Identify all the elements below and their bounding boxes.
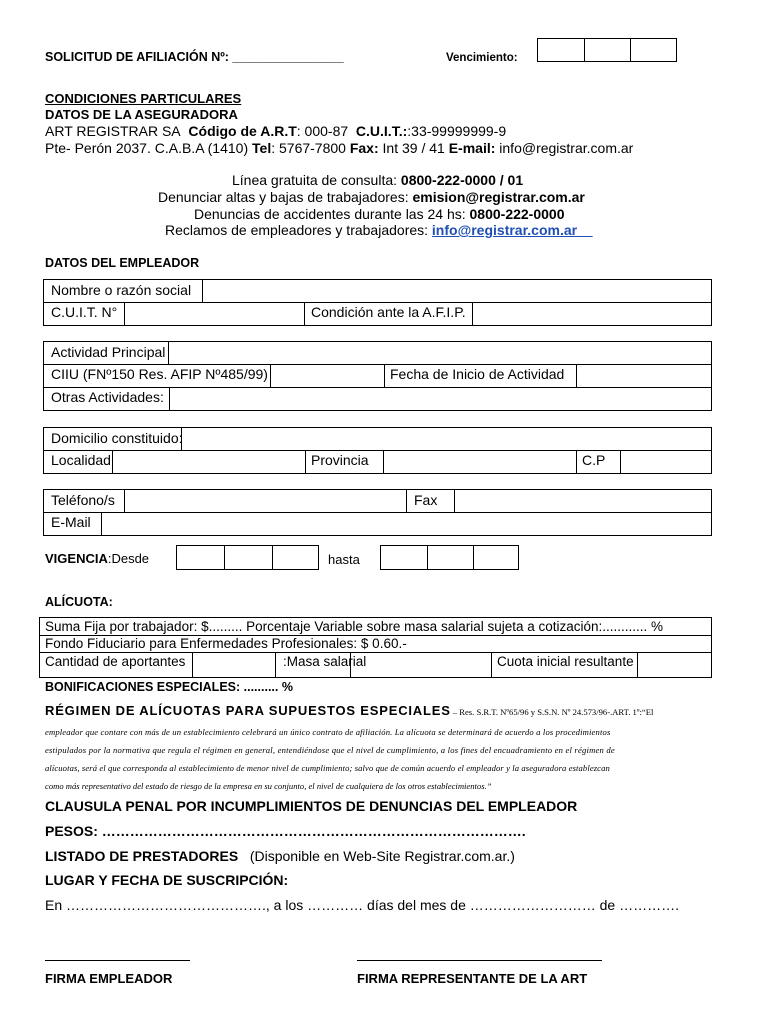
nombre-field[interactable] (204, 280, 709, 302)
telefono-field[interactable] (126, 490, 404, 512)
clausula-title: CLAUSULA PENAL POR INCUMPLIMIENTOS DE DENUNCIAS DEL EMPLEADOR (45, 798, 578, 814)
contact-line4 (165, 222, 593, 238)
cuit-art-label: C.U.I.T.: (355, 123, 408, 139)
regimen-text-line3: alícuotas, será el que corresponda al establecimiento de menor nivel de cumplimiento; salvo que de común acuerdo el empleador y la aseguradora establezcan (45, 763, 610, 773)
vigencia-hasta-boxes[interactable] (380, 545, 519, 570)
vigencia-desde-label: :Desde (107, 551, 150, 566)
provincia-field[interactable] (385, 451, 574, 473)
alicuota-row1: Suma Fija por trabajador: $......... Porcentaje Variable sobre masa salarial sujeta a cotización:............ % (45, 619, 664, 634)
actividad-field[interactable] (170, 342, 710, 364)
contact-line2-text: Denunciar altas y bajas de trabajadores: (158, 189, 413, 205)
condicion-afip-label: Condición ante la A.F.I.P. (311, 304, 466, 320)
masa-salarial-label: :Masa salarial (283, 654, 367, 669)
telefono-label: Teléfono/s (51, 492, 115, 508)
cuit-label: C.U.I.T. N° (51, 304, 118, 320)
vigencia-hasta-label: hasta (328, 552, 360, 567)
contact-line3-text: Denuncias de accidentes durante las 24 hs: (194, 206, 470, 222)
ciiu-label: CIIU (FNº150 Res. AFIP Nº485/99) (51, 366, 268, 382)
empleador-table-1 (43, 279, 712, 326)
en-line: En ……………………………………., a los ………… días del mes de ……………………… de …………. (45, 897, 679, 913)
empleador-table-2 (43, 341, 712, 411)
vigencia-row (45, 551, 149, 566)
contact-line1-value: 0800-222-0000 / 01 (400, 172, 524, 188)
regimen-text-line4: como más representativo del estado de riesgo de la empresa en su conjunto, el nivel de cualquiera de los otros establecimientos.” (45, 781, 492, 791)
actividad-label: Actividad Principal (51, 344, 166, 360)
cuit-art-value: :33-99999999-9 (407, 123, 507, 139)
ciiu-field[interactable] (272, 365, 382, 387)
firma-art-line[interactable] (357, 960, 602, 961)
cuota-inicial-label: Cuota inicial resultante (497, 654, 634, 669)
regimen-text-line1: empleador que contare con más de un establecimiento celebrará un único contrato de afiliación. La alícuota se determinará de acuerdo a los procedimientos (45, 727, 611, 737)
aseguradora-line2 (45, 140, 633, 156)
solicitud-label: SOLICITUD DE AFILIACIÓN Nº: ________________ (45, 50, 344, 64)
empleador-title: DATOS DEL EMPLEADOR (45, 256, 200, 270)
regimen-title: RÉGIMEN DE ALÍCUOTAS PARA SUPUESTOS ESPECIALES (45, 703, 451, 718)
cantidad-aportantes-label: Cantidad de aportantes (45, 654, 186, 669)
contact-line4-text: Reclamos de empleadores y trabajadores: (165, 222, 432, 238)
tel-label: Tel (252, 140, 272, 156)
listado-prestadores (45, 848, 515, 864)
regimen-heading (45, 702, 653, 720)
fax-value: Int 39 / 41 (378, 140, 445, 156)
condiciones-title: CONDICIONES PARTICULARES (45, 91, 242, 106)
email-label: E-mail: (448, 140, 496, 156)
masa-salarial-field[interactable] (352, 653, 490, 676)
codigo-art-value: : 000-87 (296, 123, 349, 139)
fecha-inicio-field[interactable] (578, 365, 710, 387)
art-name: ART REGISTRAR SA (45, 123, 181, 139)
tel-value: : 5767-7800 (271, 140, 346, 156)
listado-note: (Disponible en Web-Site Registrar.com.ar.) (249, 848, 515, 864)
domicilio-label: Domicilio constituido: (51, 430, 183, 446)
codigo-art-label: Código de A.R.T (188, 123, 297, 139)
fecha-inicio-label: Fecha de Inicio de Actividad (390, 366, 565, 382)
contact-line1 (232, 172, 523, 188)
localidad-label: Localidad (51, 452, 111, 468)
info-email-link[interactable]: info@registrar.com.ar (431, 222, 578, 238)
fax-label: Fax: (349, 140, 379, 156)
pesos-line: PESOS: ………………………………………………………………………………. (45, 823, 526, 839)
empleador-table-4 (43, 489, 712, 536)
regimen-text-line2: estipulados por la normativa que regula el régimen en general, entendiéndose que el nivel de cumplimiento, a los fines del encuadramiento en el régimen de (45, 745, 615, 755)
empleador-table-3 (43, 427, 712, 474)
vigencia-label: VIGENCIA (45, 551, 108, 566)
cantidad-aportantes-field[interactable] (194, 653, 274, 676)
alicuota-table (39, 617, 712, 678)
nombre-label: Nombre o razón social (51, 282, 192, 298)
condicion-afip-field[interactable] (474, 303, 710, 325)
emision-email-link[interactable]: emision@registrar.com.ar (412, 189, 585, 205)
cp-field[interactable] (622, 451, 710, 473)
alicuota-row2: Fondo Fiduciario para Enfermedades Profesionales: $ 0.60.- (45, 636, 407, 651)
cp-label: C.P (582, 452, 606, 468)
firma-empleador-line[interactable] (45, 960, 190, 961)
fax-field[interactable] (456, 490, 710, 512)
contact-line3-value: 0800-222-0000 (469, 206, 565, 222)
cuit-field[interactable] (126, 303, 302, 325)
vigencia-desde-boxes[interactable] (176, 545, 319, 570)
contact-line1-text: Línea gratuita de consulta: (232, 172, 401, 188)
email-value: info@registrar.com.ar (495, 140, 634, 156)
otras-actividades-label: Otras Actividades: (51, 389, 164, 405)
domicilio-field[interactable] (183, 428, 710, 450)
vencimiento-date-boxes[interactable] (537, 38, 677, 62)
art-address: Pte- Perón 2037. C.A.B.A (1410) (45, 140, 249, 156)
email-field[interactable] (103, 513, 710, 535)
otras-actividades-field[interactable] (171, 388, 710, 410)
alicuota-title: ALÍCUOTA: (45, 595, 113, 609)
aseguradora-title: DATOS DE LA ASEGURADORA (45, 107, 238, 122)
lugar-fecha-label: LUGAR Y FECHA DE SUSCRIPCIÓN: (45, 872, 289, 888)
provincia-label: Provincia (311, 452, 369, 468)
firma-empleador-label: FIRMA EMPLEADOR (45, 971, 173, 986)
aseguradora-line1 (45, 123, 506, 139)
firma-art-label: FIRMA REPRESENTANTE DE LA ART (357, 971, 588, 986)
bonificaciones-label: BONIFICACIONES ESPECIALES: .......... % (45, 680, 293, 694)
contact-line2 (158, 189, 585, 205)
cuota-inicial-field[interactable] (639, 653, 709, 676)
listado-label: LISTADO DE PRESTADORES (45, 848, 239, 864)
regimen-ref: – Res. S.R.T. Nº65/96 y S.S.N. Nº 24.573/96-.ART. 1º:“El (450, 707, 654, 717)
localidad-field[interactable] (114, 451, 303, 473)
email-empleador-label: E-Mail (51, 514, 91, 530)
fax-empleador-label: Fax (414, 492, 438, 508)
contact-line3 (194, 206, 565, 222)
vencimiento-label: Vencimiento: (446, 52, 518, 64)
